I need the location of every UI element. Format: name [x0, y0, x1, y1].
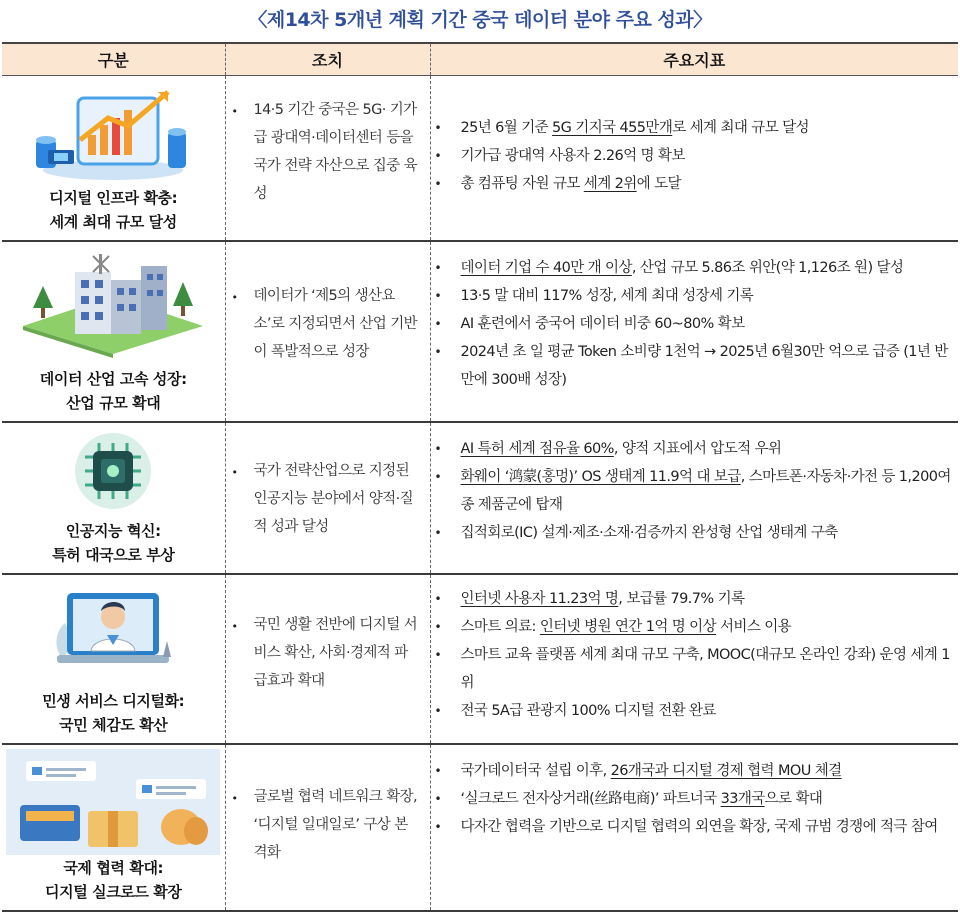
category-cell: [2, 574, 225, 744]
header-category: 구분: [2, 43, 225, 75]
list-item: • 인터넷 사용자 11.23억 명, 보급률 79.7% 기록: [431, 585, 959, 613]
action-text: 데이터가 ‘제5의 생산요소’로 지정되면서 산업 기반이 폭발적으로 성장: [253, 288, 418, 360]
infrastructure-chart-icon: [2, 80, 225, 184]
action-text: 국민 생활 전반에 디지털 서비스 확산, 사회·경제적 파급효과 확대: [253, 617, 418, 689]
category-subtitle: 디지털 실크로드 확장: [45, 883, 182, 901]
data-factory-icon: [2, 246, 225, 350]
table-row: [2, 75, 958, 241]
indicators-cell: [430, 422, 958, 574]
list-item: • 국가데이터국 설립 이후, 26개국과 디지털 경제 협력 MOU 체결: [431, 757, 959, 785]
action-cell: • 국가 전략산업으로 지정된 인공지능 분야에서 양적·질적 성과 달성: [225, 422, 430, 574]
action-cell: • 국민 생활 전반에 디지털 서비스 확산, 사회·경제적 파급효과 확대: [225, 574, 430, 744]
category-title: 데이터 산업 고속 성장:: [39, 370, 187, 388]
action-cell: • 데이터가 ‘제5의 생산요소’로 지정되면서 산업 기반이 폭발적으로 성장: [225, 241, 430, 422]
action-cell: • 글로벌 협력 네트워크 확장, ‘디지털 일대일로’ 구상 본격화: [225, 744, 430, 911]
indicators-cell: [430, 75, 958, 241]
category-subtitle: 국민 체감도 확산: [59, 716, 168, 734]
indicators-cell: [430, 241, 958, 422]
action-text: 14·5 기간 중국은 5G· 기가급 광대역·데이터센터 등을 국가 전략 자산으로 집중 육성: [253, 101, 418, 202]
table-row: [2, 574, 958, 744]
indicators-cell: [430, 744, 958, 911]
category-subtitle: 특허 대국으로 부상: [52, 546, 175, 564]
ai-chip-icon: [2, 427, 225, 531]
category-title: 인공지능 혁신:: [65, 522, 161, 540]
list-item: • 총 컴퓨팅 자원 규모 세계 2위에 도달: [431, 170, 959, 198]
list-item: • 2024년 초 일 평균 Token 소비량 1천억 → 2025년 6월30만 억으로 급증 (1년 반 만에 300배 성장): [431, 338, 959, 394]
indicators-cell: [430, 574, 958, 744]
header-action: 조치: [225, 43, 430, 75]
category-title: 디지털 인프라 확충:: [49, 189, 178, 207]
global-commerce-icon: [2, 749, 225, 853]
list-item: • 25년 6월 기준 5G 기지국 455만개로 세계 최대 규모 달성: [431, 114, 959, 142]
list-item: • 기가급 광대역 사용자 2.26억 명 확보: [431, 142, 959, 170]
category-cell: [2, 241, 225, 422]
action-text: 국가 전략산업으로 지정된 인공지능 분야에서 양적·질적 성과 달성: [253, 463, 414, 535]
list-item: • ‘실크로드 전자상거래(丝路电商)’ 파트너국 33개국으로 확대: [431, 785, 959, 813]
category-title: 민생 서비스 디지털화:: [42, 692, 185, 710]
achievements-table: [2, 42, 958, 912]
list-item: • AI 특허 세계 점유율 60%, 양적 지표에서 압도적 우위: [431, 435, 959, 463]
doctor-laptop-icon: [2, 579, 225, 683]
action-cell: • 14·5 기간 중국은 5G· 기가급 광대역·데이터센터 등을 국가 전략 자산으로 집중 육성: [225, 75, 430, 241]
table-row: [2, 744, 958, 911]
category-subtitle: 산업 규모 확대: [66, 394, 161, 412]
table-header-row: [2, 43, 958, 75]
category-cell: [2, 422, 225, 574]
list-item: • AI 훈련에서 중국어 데이터 비중 60~80% 확보: [431, 310, 959, 338]
page-title: 〈제14차 5개년 계획 기간 중국 데이터 분야 주요 성과〉: [248, 9, 712, 31]
category-subtitle: 세계 최대 규모 달성: [49, 213, 177, 231]
list-item: • 데이터 기업 수 40만 개 이상, 산업 규모 5.86조 위안(약 1,126조 원) 달성: [431, 254, 959, 282]
list-item: • 다자간 협력을 기반으로 디지털 협력의 외연을 확장, 국제 규범 경쟁에 적극 참여: [431, 813, 959, 841]
list-item: • 집적회로(IC) 설계·제조·소재·검증까지 완성형 산업 생태계 구축: [431, 519, 959, 547]
header-indicators: 주요지표: [430, 43, 958, 75]
list-item: • 스마트 교육 플랫폼 세계 최대 규모 구축, MOOC(대규모 온라인 강좌) 운영 세계 1위: [431, 641, 959, 697]
list-item: • 화웨이 ‘鸿蒙(홍멍)’ OS 생태계 11.9억 대 보급, 스마트폰·자동차·가전 등 1,200여 종 제품군에 탑재: [431, 463, 959, 519]
list-item: • 13·5 말 대비 117% 성장, 세계 최대 성장세 기록: [431, 282, 959, 310]
table-row: [2, 241, 958, 422]
table-row: [2, 422, 958, 574]
list-item: • 스마트 의료: 인터넷 병원 연간 1억 명 이상 서비스 이용: [431, 613, 959, 641]
category-cell: [2, 75, 225, 241]
list-item: • 전국 5A급 관광지 100% 디지털 전환 완료: [431, 697, 959, 725]
action-text: 글로벌 협력 네트워크 확장, ‘디지털 일대일로’ 구상 본격화: [253, 789, 418, 861]
category-title: 국제 협력 확대:: [63, 859, 164, 877]
category-cell: [2, 744, 225, 911]
